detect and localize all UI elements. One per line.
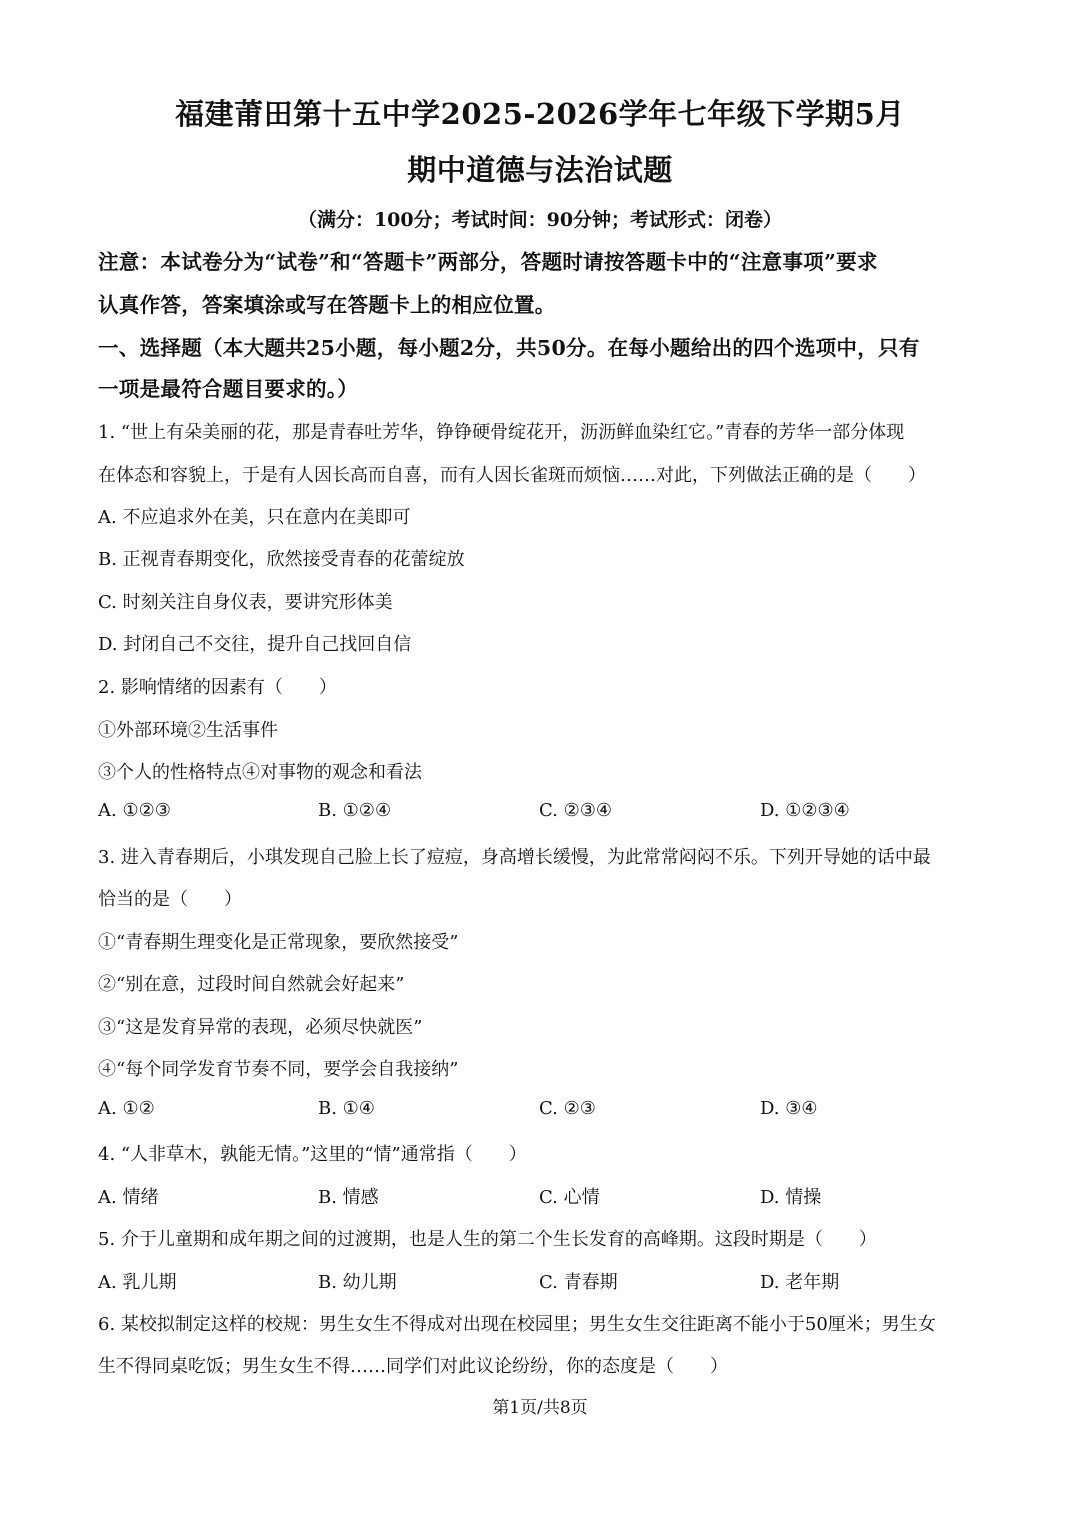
- exam-title-line2: 期中道德与法治试题: [407, 153, 673, 187]
- exam-title-line1: 福建莆田第十五中学2025-2026学年七年级下学期5月: [175, 97, 905, 131]
- page-number: 第1页/共8页: [492, 1398, 588, 1418]
- q1-option-d: D. 封闭自己不交往，提升自己找回自信: [98, 634, 412, 655]
- q6-stem-line1: 6. 某校拟制定这样的校规：男生女生不得成对出现在校园里；男生女生交往距离不能小于50厘米；男生女: [98, 1314, 936, 1335]
- q5-option-d: D. 老年期: [760, 1272, 840, 1293]
- q3-item-2: ②“别在意，过段时间自然就会好起来”: [98, 974, 405, 995]
- q3-option-d: D. ③④: [760, 1098, 818, 1119]
- q5-stem: 5. 介于儿童期和成年期之间的过渡期，也是人生的第二个生长发育的高峰期。这段时期是（ ）: [98, 1229, 877, 1250]
- q1-stem-line2: 在体态和容貌上，于是有人因长高而自喜，而有人因长雀斑而烦恼……对此，下列做法正确的是（ ）: [98, 465, 926, 486]
- q1-option-a: A. 不应追求外在美，只在意内在美即可: [98, 507, 411, 528]
- q4-option-a: A. 情绪: [98, 1187, 159, 1208]
- notice-line2: 认真作答，答案填涂或写在答题卡上的相应位置。: [98, 293, 556, 317]
- q5-option-b: B. 幼儿期: [318, 1272, 397, 1293]
- q3-stem-line2: 恰当的是（ ）: [98, 889, 242, 910]
- q1-option-c: C. 时刻关注自身仪表，要讲究形体美: [98, 592, 393, 613]
- q2-option-a: A. ①②③: [98, 800, 171, 821]
- section1-heading-line1: 一、选择题（本大题共25小题，每小题2分，共50分。在每小题给出的四个选项中，只有: [98, 336, 920, 360]
- q4-stem: 4. “人非草木，孰能无情。”这里的“情”通常指（ ）: [98, 1144, 527, 1165]
- q5-option-c: C. 青春期: [539, 1272, 618, 1293]
- q4-option-d: D. 情操: [760, 1187, 822, 1208]
- q1-stem-line1: 1. “世上有朵美丽的花，那是青春吐芳华，铮铮硬骨绽花开，沥沥鲜血染红它。”青春的芳华一部分体现: [98, 422, 905, 443]
- q2-option-c: C. ②③④: [539, 800, 612, 821]
- section1-heading-line2: 一项是最符合题目要求的。）: [98, 377, 359, 401]
- q3-stem-line1: 3. 进入青春期后，小琪发现自己脸上长了痘痘，身高增长缓慢，为此常常闷闷不乐。下列开导她的话中最: [98, 847, 931, 868]
- q2-item-line1: ①外部环境②生活事件: [98, 720, 278, 741]
- q3-option-a: A. ①②: [98, 1098, 155, 1119]
- q3-item-3: ③“这是发育异常的表现，必须尽快就医”: [98, 1017, 423, 1038]
- q2-option-b: B. ①②④: [318, 800, 392, 821]
- q4-option-c: C. 心情: [539, 1187, 600, 1208]
- q2-option-d: D. ①②③④: [760, 800, 850, 821]
- q6-stem-line2: 生不得同桌吃饭；男生女生不得……同学们对此议论纷纷，你的态度是（ ）: [98, 1356, 728, 1377]
- q3-item-4: ④“每个同学发育节奏不同，要学会自我接纳”: [98, 1059, 459, 1080]
- q3-option-b: B. ①④: [318, 1098, 375, 1119]
- q3-option-c: C. ②③: [539, 1098, 596, 1119]
- exam-info: （满分：100分；考试时间：90分钟；考试形式：闭卷）: [297, 209, 783, 231]
- notice-line1: 注意：本试卷分为“试卷”和“答题卡”两部分，答题时请按答题卡中的“注意事项”要求: [98, 250, 878, 274]
- q5-option-a: A. 乳儿期: [98, 1272, 177, 1293]
- q2-stem: 2. 影响情绪的因素有（ ）: [98, 677, 337, 698]
- q1-option-b: B. 正视青春期变化，欣然接受青春的花蕾绽放: [98, 549, 465, 570]
- q4-option-b: B. 情感: [318, 1187, 379, 1208]
- q3-item-1: ①“青春期生理变化是正常现象，要欣然接受”: [98, 932, 459, 953]
- q2-item-line2: ③个人的性格特点④对事物的观念和看法: [98, 762, 422, 783]
